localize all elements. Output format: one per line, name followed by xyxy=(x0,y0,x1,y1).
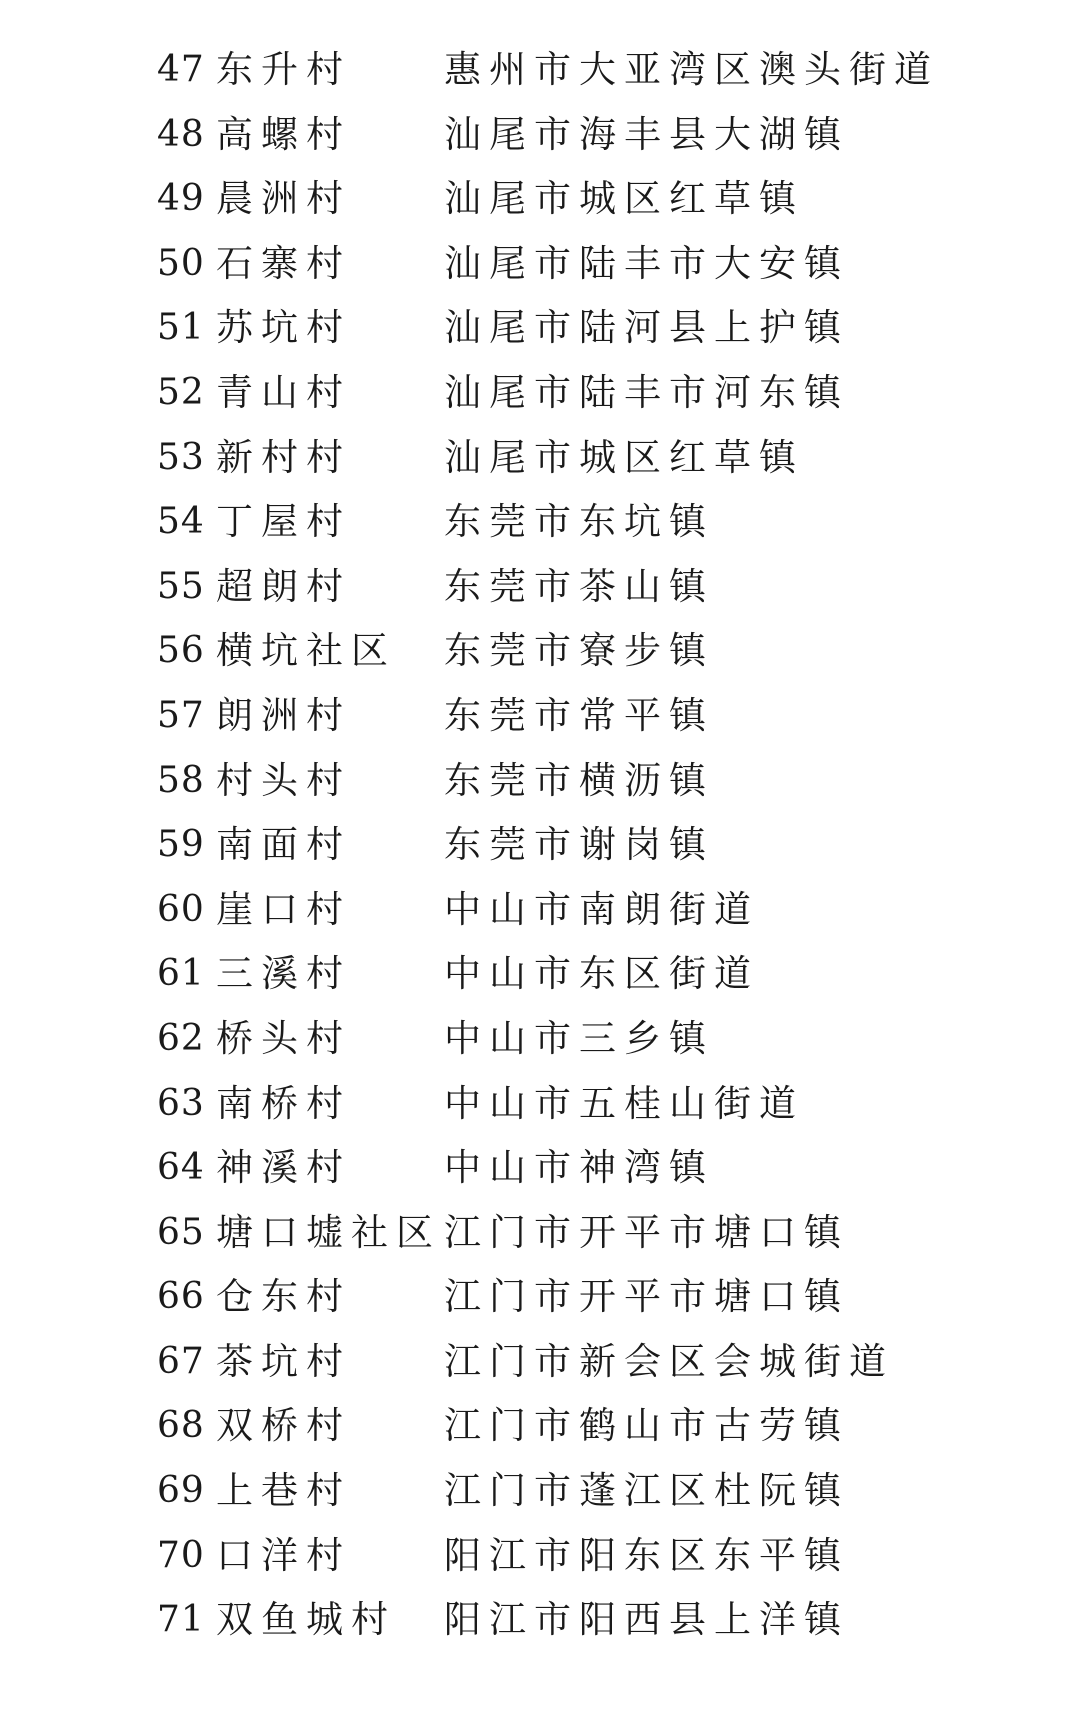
list-item xyxy=(0,942,1080,1007)
village-location: 东莞市谢岗镇 xyxy=(444,823,714,867)
list-item xyxy=(0,1136,1080,1201)
village-location: 中山市五桂山街道 xyxy=(444,1081,804,1125)
village-name: 塘口墟社区 xyxy=(216,1210,441,1254)
village-location: 中山市东区街道 xyxy=(444,952,759,996)
village-name: 丁屋村 xyxy=(216,500,351,544)
village-name: 石寨村 xyxy=(216,241,351,285)
list-item xyxy=(0,1201,1080,1266)
village-name: 崖口村 xyxy=(216,887,351,931)
item-number: 50 xyxy=(157,242,205,284)
item-number: 70 xyxy=(157,1534,205,1576)
village-location: 汕尾市城区红草镇 xyxy=(444,177,804,221)
item-number: 48 xyxy=(157,113,205,155)
list-item xyxy=(0,1007,1080,1072)
list-item xyxy=(0,490,1080,555)
village-name: 南桥村 xyxy=(216,1081,351,1125)
list-item xyxy=(0,1394,1080,1459)
list-item xyxy=(0,296,1080,361)
list-item xyxy=(0,232,1080,297)
village-location: 东莞市横沥镇 xyxy=(444,758,714,802)
item-number: 71 xyxy=(157,1599,205,1641)
item-number: 58 xyxy=(157,759,205,801)
village-location: 汕尾市海丰县大湖镇 xyxy=(444,112,849,156)
village-name: 高螺村 xyxy=(216,112,351,156)
item-number: 54 xyxy=(157,501,205,543)
village-location: 江门市开平市塘口镇 xyxy=(444,1210,849,1254)
village-location: 江门市鹤山市古劳镇 xyxy=(444,1404,849,1448)
village-location: 江门市开平市塘口镇 xyxy=(444,1275,849,1319)
list-item xyxy=(0,38,1080,103)
item-number: 51 xyxy=(157,307,205,349)
list-item xyxy=(0,619,1080,684)
item-number: 47 xyxy=(157,49,205,90)
village-location: 中山市三乡镇 xyxy=(444,1016,714,1060)
item-number: 66 xyxy=(157,1276,205,1318)
item-number: 53 xyxy=(157,436,205,478)
list-item xyxy=(0,103,1080,168)
village-name: 桥头村 xyxy=(216,1016,351,1060)
village-name: 村头村 xyxy=(216,758,351,802)
village-name: 新村村 xyxy=(216,435,351,479)
village-location: 惠州市大亚湾区澳头街道 xyxy=(444,48,939,91)
item-number: 62 xyxy=(157,1017,205,1059)
item-number: 69 xyxy=(157,1470,205,1512)
village-list xyxy=(0,38,1080,1653)
item-number: 64 xyxy=(157,1147,205,1189)
village-name: 苏坑村 xyxy=(216,306,351,350)
list-item xyxy=(0,1459,1080,1524)
list-item xyxy=(0,684,1080,749)
village-location: 汕尾市城区红草镇 xyxy=(444,435,804,479)
list-item xyxy=(0,749,1080,814)
village-name: 南面村 xyxy=(216,823,351,867)
village-location: 东莞市东坑镇 xyxy=(444,500,714,544)
village-name: 朗洲村 xyxy=(216,693,351,737)
village-name: 口洋村 xyxy=(216,1533,351,1577)
item-number: 60 xyxy=(157,888,205,930)
item-number: 61 xyxy=(157,953,205,995)
item-number: 63 xyxy=(157,1082,205,1124)
village-name: 仓东村 xyxy=(216,1275,351,1319)
village-name: 神溪村 xyxy=(216,1146,351,1190)
list-item xyxy=(0,1588,1080,1653)
list-item xyxy=(0,878,1080,943)
item-number: 57 xyxy=(157,694,205,736)
village-location: 江门市新会区会城街道 xyxy=(444,1339,894,1383)
village-location: 汕尾市陆丰市河东镇 xyxy=(444,370,849,414)
village-location: 阳江市阳东区东平镇 xyxy=(444,1533,849,1577)
list-item xyxy=(0,813,1080,878)
village-name: 晨洲村 xyxy=(216,177,351,221)
item-number: 55 xyxy=(157,565,205,607)
village-location: 阳江市阳西县上洋镇 xyxy=(444,1598,849,1642)
village-location: 江门市蓬江区杜阮镇 xyxy=(444,1469,849,1513)
list-item xyxy=(0,426,1080,491)
item-number: 52 xyxy=(157,371,205,413)
village-name: 上巷村 xyxy=(216,1469,351,1513)
village-name: 双桥村 xyxy=(216,1404,351,1448)
list-item xyxy=(0,361,1080,426)
item-number: 56 xyxy=(157,630,205,672)
list-item xyxy=(0,1072,1080,1137)
village-name: 东升村 xyxy=(216,48,351,91)
village-location: 东莞市茶山镇 xyxy=(444,564,714,608)
village-location: 中山市神湾镇 xyxy=(444,1146,714,1190)
item-number: 49 xyxy=(157,178,205,220)
village-name: 超朗村 xyxy=(216,564,351,608)
list-item xyxy=(0,1524,1080,1589)
village-location: 东莞市常平镇 xyxy=(444,693,714,737)
list-item xyxy=(0,1265,1080,1330)
item-number: 67 xyxy=(157,1340,205,1382)
list-item xyxy=(0,167,1080,232)
list-item xyxy=(0,1330,1080,1395)
village-location: 中山市南朗街道 xyxy=(444,887,759,931)
list-item xyxy=(0,555,1080,620)
village-location: 汕尾市陆丰市大安镇 xyxy=(444,241,849,285)
item-number: 68 xyxy=(157,1405,205,1447)
village-name: 横坑社区 xyxy=(216,629,396,673)
village-name: 双鱼城村 xyxy=(216,1598,396,1642)
village-name: 青山村 xyxy=(216,370,351,414)
village-location: 汕尾市陆河县上护镇 xyxy=(444,306,849,350)
village-name: 三溪村 xyxy=(216,952,351,996)
item-number: 65 xyxy=(157,1211,205,1253)
village-location: 东莞市寮步镇 xyxy=(444,629,714,673)
item-number: 59 xyxy=(157,824,205,866)
village-name: 茶坑村 xyxy=(216,1339,351,1383)
